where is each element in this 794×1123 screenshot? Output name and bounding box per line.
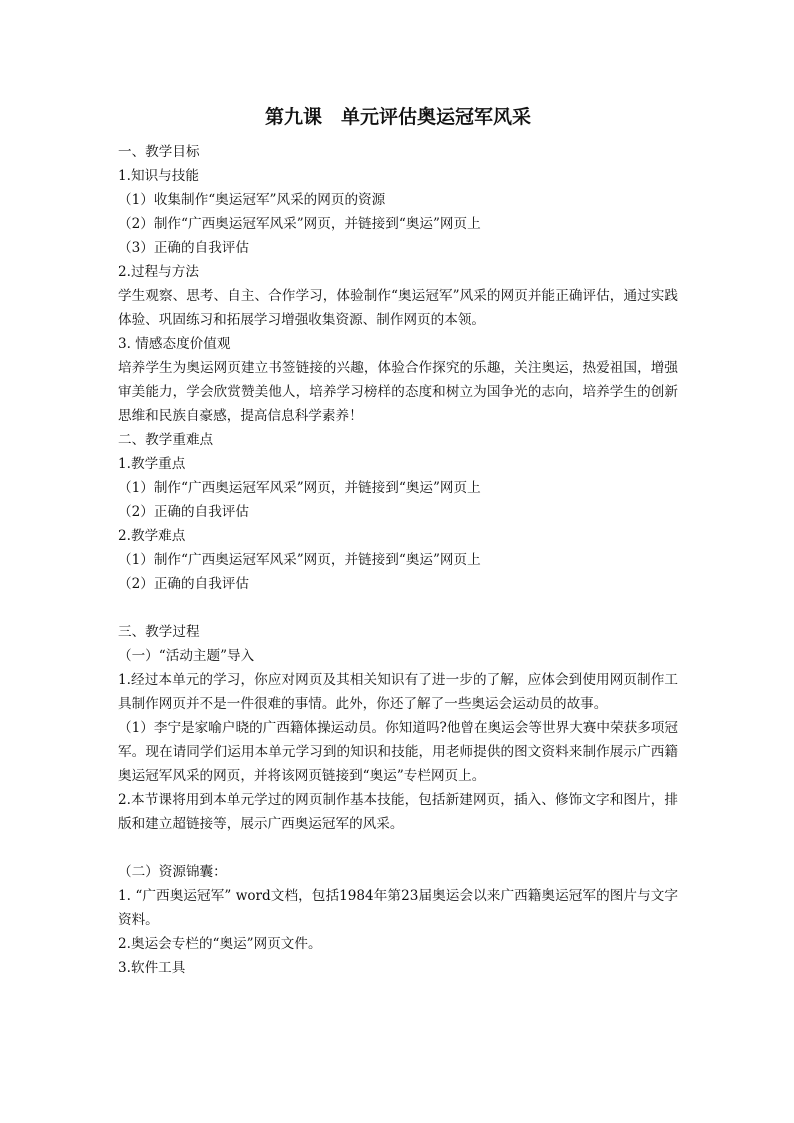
paragraph: （1）李宁是家喻户晓的广西籍体操运动员。你知道吗?他曾在奥运会等世界大赛中荣获多项冠军。现在请同学们运用本单元学习到的知识和技能，用老师提供的图文资料来制作展示广西籍奥运冠军风采的网页，并将该网页链接到“奥运”专栏网页上。 [118,720,678,784]
text-line: 1.知识与技能 [118,168,199,184]
blank-line [118,596,678,620]
document-body [118,140,678,980]
blank-line [118,836,678,860]
paragraph: 2.本节课将用到本单元学过的网页制作基本技能，包括新建网页，插入、修饰文字和图片，排版和建立超链接等，展示广西奥运冠军的风采。 [118,792,678,832]
text-line: 3. 情感态度价值观 [118,336,231,352]
text-line: （2）制作“广西奥运冠军风采”网页，并链接到“奥运”网页上 [118,216,481,232]
paragraph: 培养学生为奥运网页建立书签链接的兴趣，体验合作探究的乐趣，关注奥运，热爱祖国，增强审美能力，学会欣赏赞美他人，培养学习榜样的态度和树立为国争光的志向，培养学生的创新思维和民族自豪感，提高信息科学素养！ [118,360,678,424]
text-line: （2）正确的自我评估 [118,576,249,592]
document-title: 第九课 单元评估奥运冠军风采 [264,106,531,128]
text-line: 3.软件工具 [118,960,186,976]
text-line: 2.教学难点 [118,528,186,544]
text-line: （二）资源锦囊： [118,864,227,880]
text-line: （2）正确的自我评估 [118,504,249,520]
paragraph: 1.经过本单元的学习，你应对网页及其相关知识有了进一步的了解，应体会到使用网页制作工具制作网页并不是一件很难的事情。此外，你还了解了一些奥运会运动员的故事。 [118,672,678,712]
paragraph: 1. “广西奥运冠军” word文档，包括1984年第23届奥运会以来广西籍奥运冠军的图片与文字资料。 [118,888,678,928]
text-line: （1）收集制作“奥运冠军”风采的网页的资源 [118,192,386,208]
document-page [118,100,678,980]
text-line: （一）“活动主题”导入 [118,648,255,664]
text-line: （1）制作“广西奥运冠军风采”网页，并链接到“奥运”网页上 [118,552,481,568]
paragraph: 学生观察、思考、自主、合作学习，体验制作“奥运冠军”风采的网页并能正确评估，通过实践体验、巩固练习和拓展学习增强收集资源、制作网页的本领。 [118,288,678,328]
text-line: 一、教学目标 [118,144,200,160]
text-line: （1）制作“广西奥运冠军风采”网页，并链接到“奥运”网页上 [118,480,481,496]
text-line: （3）正确的自我评估 [118,240,249,256]
text-line: 二、教学重难点 [118,432,214,448]
text-line: 2.过程与方法 [118,264,199,280]
text-line: 2.奥运会专栏的“奥运”网页文件。 [118,936,322,952]
text-line: 三、教学过程 [118,624,200,640]
text-line: 1.教学重点 [118,456,186,472]
